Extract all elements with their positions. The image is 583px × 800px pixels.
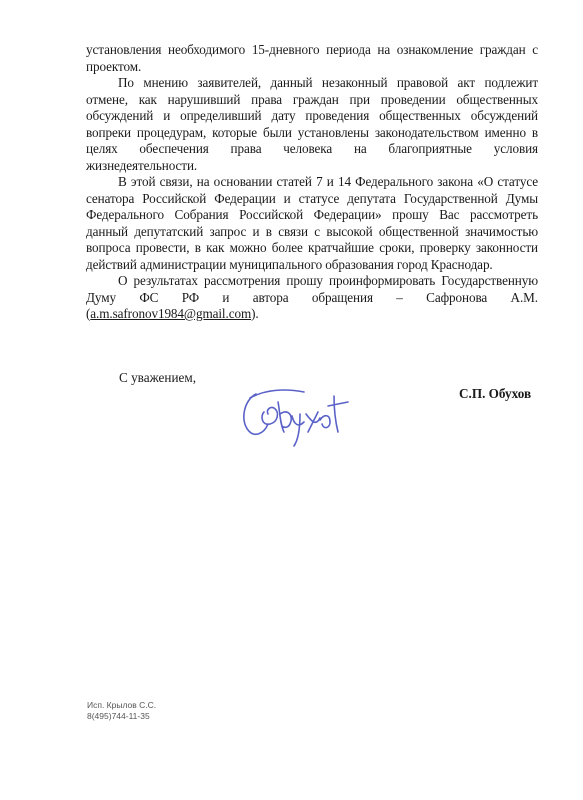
- paragraph-1: установления необходимого 15-дневного периода на ознакомление граждан с проектом.: [86, 42, 538, 74]
- email-link[interactable]: a.m.safronov1984@gmail.com: [90, 306, 252, 321]
- paragraph-3: В этой связи, на основании статей 7 и 14 Федерального закона «О статусе сенатора Российской Федерации и статусе депутата Государственной Думы Федерального Собрания Российской Федерации» прошу Вас рассмотреть данный депутатский запрос и в связи с высокой общественной значимостью вопроса провести, в как можно более кратчайшие сроки, проверку законности действий администрации муниципального образования город Краснодар.: [86, 174, 538, 272]
- paragraph-4-tail: ).: [251, 306, 259, 321]
- paragraph-4-text: О результатах рассмотрения прошу проинформировать Государственную Думу ФС РФ и автора обращения – Сафронова А.М. (: [86, 273, 538, 321]
- handwritten-signature: [234, 372, 364, 450]
- closing-line: С уважением,: [119, 370, 196, 385]
- executor-phone: 8(495)744-11-35: [87, 711, 150, 721]
- paragraph-4: [86, 273, 538, 323]
- executor-name: Исп. Крылов С.С.: [87, 700, 157, 710]
- paragraph-2: По мнению заявителей, данный незаконный правовой акт подлежит отмене, как нарушивший права граждан при проведении общественных обсуждений и определивший дату проведения общественных обсуждений вопреки процедурам, которые были установлены законодательством именно в целях обеспечения права человека на благоприятные условия жизнедеятельности.: [86, 75, 538, 173]
- executor-info: [87, 700, 156, 722]
- letter-body: [86, 42, 538, 323]
- signer-name: С.П. Обухов: [459, 386, 532, 401]
